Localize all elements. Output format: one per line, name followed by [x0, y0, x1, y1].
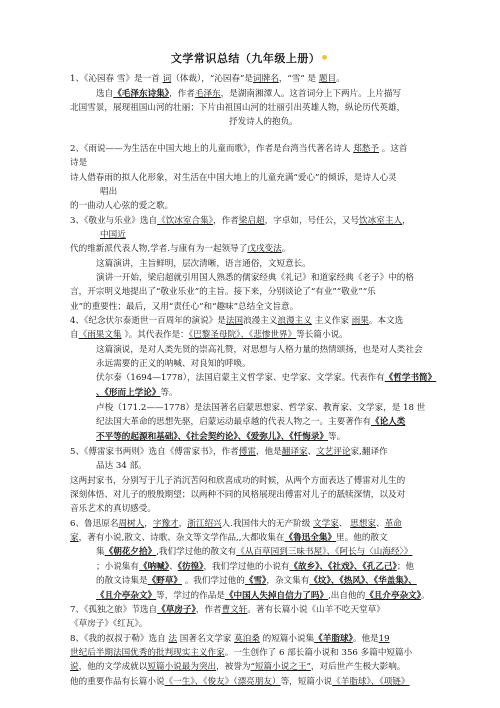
document-title	[0, 50, 500, 66]
line-41	[70, 661, 405, 673]
text-run: 人.我国伟大的无产阶级	[221, 519, 314, 529]
text-run: 《坟》、《热风》、《华盖集》、	[309, 576, 417, 586]
text-run: ，	[402, 216, 411, 226]
text-run: 《草房子》	[157, 605, 196, 615]
text-run: 诗人借春雨的拟人化形象，对生活在中国大地上的儿童充满“爱心”的倾诉，是诗人心灵	[70, 173, 397, 183]
text-run: 《雪》	[244, 576, 267, 586]
text-run: 说	[70, 662, 79, 672]
text-run: 世纪后半期法国优秀的批判现实主义作家	[70, 648, 225, 658]
text-run: 。我们学过他的	[181, 576, 245, 586]
line-7	[70, 172, 397, 184]
line-14	[96, 272, 414, 284]
line-9	[70, 200, 173, 212]
text-run: 《野草》	[147, 576, 182, 586]
text-run: 周树人	[118, 519, 145, 529]
text-run: 2、《雨说——为生活在中国大地上的儿童而歌》，作者是台湾当代著名诗人	[70, 144, 354, 154]
text-run: 》。其代表作是：	[121, 330, 189, 340]
text-run: 浪漫主义	[277, 316, 312, 326]
text-run: 演讲一开始，梁启超就引用国人熟悉的儒家经典《礼记》和道家经典《老子》中的格	[96, 273, 414, 283]
text-run: 的短篇小说集	[259, 634, 315, 644]
line-40	[70, 647, 412, 659]
line-25	[96, 431, 345, 443]
text-run: 《中国人失掉自信力了吗》	[224, 591, 329, 601]
text-run: 不平等的起源和基础》、《社会契约论》、《爱弥儿》、《忏悔录》	[96, 432, 329, 442]
text-run: 抒发诗人的抱负。	[229, 117, 298, 127]
text-run: 诗是	[70, 158, 88, 168]
text-run: 《哲学书简》	[384, 373, 437, 383]
text-run: 深刻体悟、对儿子的殷殷期望；以两种不同的风格展现出傅雷对儿子的舐犊深情，以及对	[70, 490, 406, 500]
text-run: 4、《纪念伏尔泰逝世一百周年的演说》是	[70, 316, 226, 326]
text-run: 业”的重要性；最后，又用“责任心”和“趣味”总结全文旨意。	[70, 302, 299, 312]
text-run: 词	[162, 74, 172, 84]
text-run: 3、《敬业与乐业》选自	[70, 216, 158, 226]
line-29	[70, 489, 405, 501]
text-run: 卢梭（171.2——1778）是法国著名启蒙思想家、哲学家、教育家、文学家，是 18 世	[96, 403, 426, 413]
text-run: ，我们学过他的小说有	[203, 562, 290, 572]
line-33	[96, 546, 412, 558]
text-run: 19	[378, 634, 390, 644]
text-run: 。著有长篇小说《山羊不吃天堂草》	[247, 605, 385, 615]
text-run: 。他是	[352, 634, 379, 644]
line-30	[70, 503, 156, 515]
line-3	[70, 102, 405, 114]
text-run: 。	[421, 591, 430, 601]
text-run: 伏尔泰（1694—1778），法国启蒙主义哲学家、史学家、文学家。代表作有	[96, 373, 385, 383]
line-2	[96, 88, 401, 100]
text-run: 等长篇小说。	[296, 330, 348, 340]
text-run: 唱出	[100, 187, 118, 197]
text-run: 文艺评论	[316, 447, 351, 457]
text-run: 戊戌变法	[247, 244, 282, 254]
text-run: 莫泊桑	[234, 634, 260, 644]
text-run: 言，开宗明义地提出了“敬业乐业”的主旨。接下来，分别谈论了“有业”“敬业”“乐	[70, 287, 376, 297]
text-run: 代的维新派代表人物,学者.与康有为一起领导了	[70, 244, 248, 254]
text-run: ,出自他的	[328, 591, 366, 601]
line-4	[229, 116, 298, 128]
text-run: 《彷徨》	[177, 562, 204, 572]
text-run: 曹文轩	[221, 605, 248, 615]
text-run: 国著名文学家	[177, 634, 235, 644]
text-run: 傅雷	[238, 447, 256, 457]
line-11	[100, 229, 126, 241]
text-run: 《巴黎圣母院》、《悲惨世界》	[188, 330, 297, 340]
line-16	[70, 301, 298, 313]
document-title-text: 文学常识总结（九年级上册）	[170, 52, 321, 65]
text-run: ，被誉为	[216, 662, 251, 672]
text-run: 《羊脂球》	[314, 634, 353, 644]
line-39	[70, 633, 390, 645]
text-run: 北国雪景，展现祖国山河的壮丽；下片由祖国山河的壮丽引出英雄人物，纵论历代英雄，	[70, 103, 406, 113]
text-run: 这篇演说，是对人类先贤的崇高礼赞，对思想与人格力量的热情颂扬，也是对人类社会	[96, 345, 423, 355]
line-5	[70, 143, 408, 155]
text-run: 音乐艺术的真切感受。	[70, 504, 156, 514]
text-run: 里。他的散文	[336, 533, 388, 543]
text-run: 、	[375, 519, 385, 529]
text-run: 题目	[318, 74, 337, 84]
text-run: 革命	[384, 519, 402, 529]
text-run: ，他的文学成就以	[78, 662, 148, 672]
text-run: ，	[178, 519, 188, 529]
text-run: 《且介亭杂文》	[365, 591, 422, 601]
text-run: 他的重要作品有长篇小说	[70, 677, 165, 687]
text-run: 5、《傅雷家书两则》选自《傅雷家书》，作者	[70, 447, 239, 457]
text-run: 品达 34 部。	[96, 461, 147, 471]
text-run: 词牌名	[253, 74, 279, 84]
text-run: ,我们学过他的散文有	[156, 547, 237, 557]
text-run: 《草房子》《红瓦》。	[70, 619, 148, 629]
bullet-dot-icon: •	[320, 51, 330, 66]
line-19	[96, 344, 423, 356]
text-run: “短篇小说之王”	[250, 662, 311, 672]
text-run: 雨果	[351, 316, 369, 326]
text-run: 。	[281, 244, 291, 254]
line-27	[96, 460, 147, 472]
text-run: 这篇演讲，主旨鲜明，层次清晰，语言通俗，文短意长。	[96, 259, 311, 269]
text-run: 字豫才	[152, 519, 179, 529]
line-12	[70, 243, 290, 255]
text-run: 《一生》、《俊友》（漂亮朋友）	[164, 677, 281, 687]
text-run: 这两封家书，分别写于儿子消沉苦闷和欣喜成功的时候，从两个方面表达了傅雷对儿生的	[70, 476, 406, 486]
text-run: 《从百草园到三味书屋》、《阿长与〈山海经〉》	[236, 547, 413, 557]
line-24	[96, 416, 405, 428]
line-6	[70, 157, 87, 169]
text-run: 《羊脂球》、《项链》	[332, 677, 410, 687]
text-run: ，字卓如，号任公，又号	[264, 216, 360, 226]
text-run: 思想家	[350, 519, 376, 529]
text-run: ，作者	[169, 89, 195, 99]
text-run: ，	[144, 519, 153, 529]
line-13	[96, 258, 311, 270]
text-run: 、	[307, 447, 317, 457]
text-run: 6、鲁迅原名	[70, 519, 119, 529]
text-run: 家	[70, 533, 79, 543]
text-run: 8、《我的叔叔于勒》选自	[70, 634, 169, 644]
text-run: ，杂文集有	[266, 576, 310, 586]
text-run: 。这首	[379, 144, 408, 154]
text-run: 7、《孤独之旅》节选自	[70, 605, 158, 615]
line-38	[70, 618, 147, 630]
text-run: 饮冰室主人	[359, 216, 403, 226]
text-run: ，作者	[212, 216, 239, 226]
text-run: 法	[168, 634, 178, 644]
line-20	[96, 358, 251, 370]
text-run: 梁启超	[238, 216, 265, 226]
text-run: 集	[96, 547, 105, 557]
line-42	[70, 676, 409, 688]
line-37	[70, 604, 385, 616]
text-run: 《论人类	[371, 417, 406, 427]
line-23	[96, 402, 425, 414]
text-run: 的一曲动人心弦的爱之歌。	[70, 201, 174, 211]
text-run: ；小说集有	[96, 562, 139, 572]
line-35	[96, 575, 417, 587]
text-run: 。一生创作了 6 部长篇小说和 356 多篇中短篇小	[224, 648, 413, 658]
text-run: （体裁），“沁园春”是	[171, 74, 254, 84]
text-run: 《鲁迅全集》	[284, 533, 337, 543]
text-run: 等。	[160, 388, 178, 398]
text-run: 中国近	[100, 230, 126, 240]
text-run: 选自	[96, 89, 114, 99]
text-run: 短篇小说最为突出	[147, 662, 217, 672]
line-31	[70, 518, 402, 530]
text-run: ，是湖南湘潭人。这首词分上下两片。上片描写	[220, 89, 402, 99]
text-run: 主义作家	[311, 316, 352, 326]
text-run: ，他是	[255, 447, 282, 457]
line-15	[70, 286, 376, 298]
line-21	[96, 372, 436, 384]
text-run: ；他	[396, 562, 415, 572]
text-run: 文学家	[313, 519, 339, 529]
text-run: 浪漫主义	[243, 316, 278, 326]
text-run: ，著有小说,散文、诗歌、杂文等文学作品,,大都收集在	[78, 533, 285, 543]
text-run: ，作者	[195, 605, 222, 615]
text-run: 的散文诗集是	[96, 576, 148, 586]
text-run: ，“雪” 是	[278, 74, 319, 84]
text-run: 纪法国大革命的思想先驱，启蒙运动最卓越的代表人物之一。主要著作有	[96, 417, 372, 427]
line-10	[70, 215, 411, 227]
text-run: 毛泽东	[194, 89, 221, 99]
text-run: 等。	[328, 432, 346, 442]
text-run: 郑愁予	[353, 144, 379, 154]
text-run: 。本文选	[368, 316, 404, 326]
text-run: 、	[338, 519, 351, 529]
line-26	[70, 446, 388, 458]
line-8	[100, 186, 117, 198]
text-run: 。	[336, 74, 345, 84]
line-32	[70, 532, 388, 544]
text-run: 《呐喊》	[138, 562, 170, 572]
text-run: ，对后世产生极大影响。	[310, 662, 406, 672]
line-1	[70, 73, 345, 85]
line-28	[70, 475, 405, 487]
line-34	[96, 561, 414, 573]
line-36	[96, 590, 430, 602]
text-run: 永远需要的正义的呐喊、对良知的呼唤。	[96, 359, 251, 369]
text-run: 等，学过的作品是	[156, 591, 225, 601]
text-run: 自	[70, 330, 79, 340]
text-run: 、《形而上学论》	[96, 388, 161, 398]
text-run: 家,翻译作	[350, 447, 388, 457]
text-run: 《雨果文集	[78, 330, 122, 340]
text-run: 《毛泽东诗集》	[113, 89, 170, 99]
text-run: 《饮冰室合集》	[157, 216, 213, 226]
text-run: 、	[169, 562, 178, 572]
text-run: 法国	[225, 316, 244, 326]
text-run: 浙江绍兴	[187, 519, 222, 529]
text-run: 《且介亭杂文》	[96, 591, 157, 601]
text-run: 《朝花夕拾》	[104, 547, 157, 557]
text-run: 《故乡》、《社戏》、《孔乙己》	[289, 562, 397, 572]
text-run: 1、《沁园春 雪》是一首	[70, 74, 163, 84]
text-run: 翻译家	[281, 447, 308, 457]
line-22	[96, 387, 178, 399]
text-run: 等，短篇小说	[280, 677, 333, 687]
line-17	[70, 315, 403, 327]
line-18	[70, 329, 348, 341]
